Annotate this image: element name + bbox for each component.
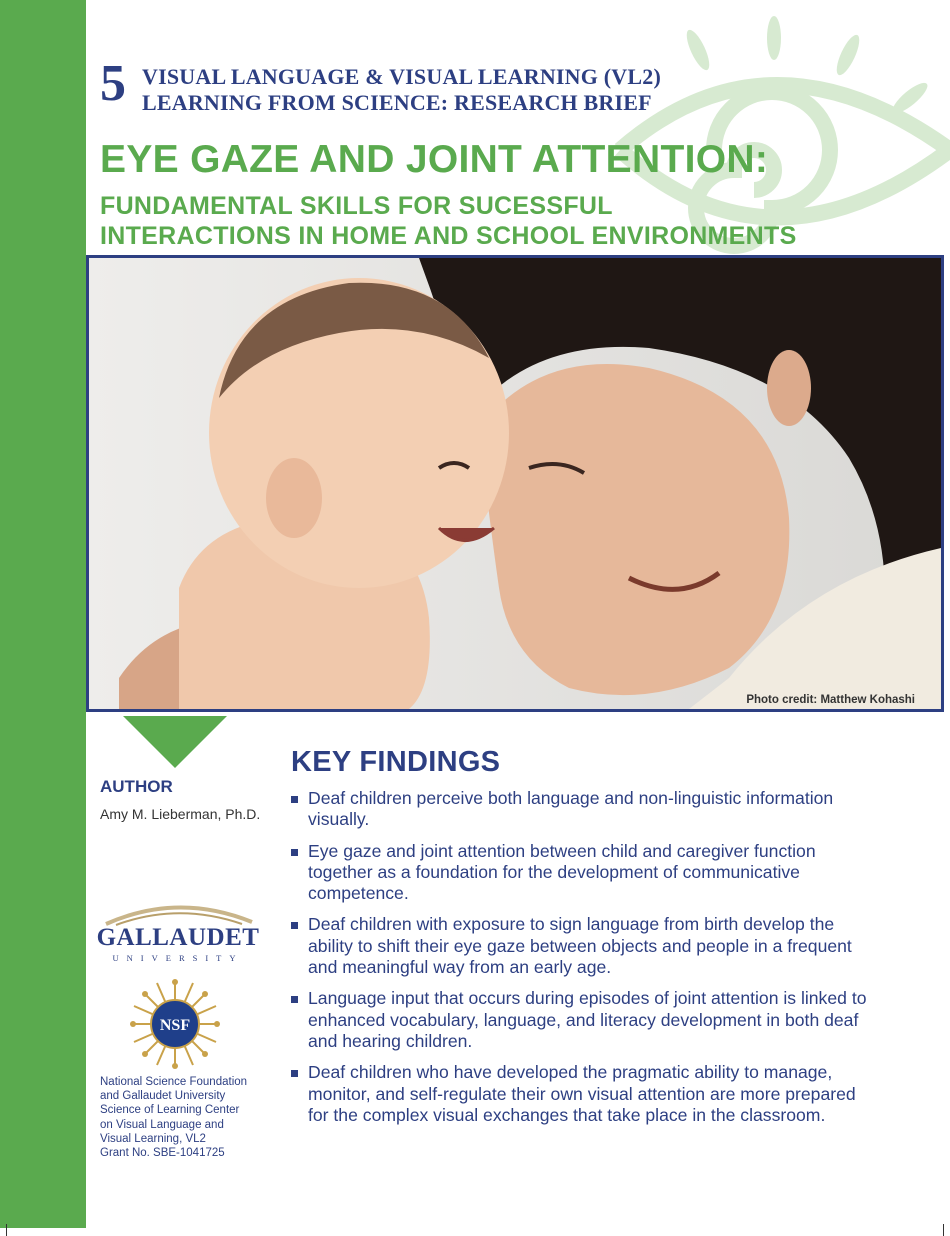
square-bullet-icon	[291, 1070, 298, 1077]
mother-baby-illustration	[89, 258, 941, 709]
funding-line: Science of Learning Center	[100, 1104, 240, 1117]
page-subtitle	[100, 191, 797, 251]
key-finding-item	[290, 988, 870, 1052]
gallaudet-subtitle: UNIVERSITY	[112, 953, 244, 963]
key-finding-item	[290, 1062, 870, 1126]
series-number: 5	[100, 55, 126, 112]
key-finding-text: Language input that occurs during episodes of joint attention is linked to enhanced vocabulary, language, and literacy development in both deaf and hearing children.	[308, 988, 867, 1051]
gallaudet-wordmark: GALLAUDET	[96, 924, 260, 951]
series-tagline: LEARNING FROM SCIENCE: RESEARCH BRIEF	[142, 90, 652, 115]
square-bullet-icon	[291, 849, 298, 856]
green-sidebar-bar	[0, 0, 86, 1228]
hero-photo	[86, 255, 944, 712]
crop-mark	[943, 1224, 944, 1236]
page-title: EYE GAZE AND JOINT ATTENTION:	[100, 138, 769, 181]
funding-line: on Visual Language and	[100, 1118, 224, 1131]
photo-credit: Photo credit: Matthew Kohashi	[746, 694, 915, 706]
key-finding-text: Deaf children who have developed the pragmatic ability to manage, monitor, and self-regulate their own visual attention are more prepared for the complex visual exchanges that take place in the classroom.	[308, 1062, 856, 1125]
key-finding-text: Eye gaze and joint attention between child and caregiver function together as a foundation for the development of communicative competence.	[308, 840, 816, 904]
square-bullet-icon	[291, 922, 298, 929]
square-bullet-icon	[291, 796, 298, 803]
key-findings-heading: KEY FINDINGS	[291, 746, 501, 778]
series-name: VISUAL LANGUAGE & VISUAL LEARNING (VL2)	[142, 64, 661, 89]
subtitle-line: FUNDAMENTAL SKILLS FOR SUCESSFUL	[100, 192, 613, 220]
subtitle-line: INTERACTIONS IN HOME AND SCHOOL ENVIRONMENTS	[100, 222, 797, 250]
funding-line: National Science Foundation	[100, 1076, 248, 1088]
key-finding-text: Deaf children perceive both language and non-linguistic information visually.	[308, 788, 834, 830]
key-finding-item	[290, 914, 870, 978]
pointer-triangle-icon	[123, 716, 227, 768]
key-finding-item	[290, 788, 870, 831]
funding-statement	[100, 1075, 280, 1160]
author-name: Amy M. Lieberman, Ph.D.	[100, 806, 261, 822]
nsf-logo-text: NSF	[159, 1017, 191, 1034]
funding-line: Grant No. SBE-1041725	[100, 1147, 225, 1160]
funding-line: Visual Learning, VL2	[100, 1132, 206, 1145]
gallaudet-university-logo	[96, 898, 260, 968]
nsf-logo-icon	[129, 978, 221, 1070]
square-bullet-icon	[291, 996, 298, 1003]
funding-line: and Gallaudet University	[100, 1090, 226, 1103]
key-findings-list	[290, 788, 870, 1136]
key-finding-text: Deaf children with exposure to sign language from birth develop the ability to shift their eye gaze between objects and people in a frequent and meaningful way from an early age.	[308, 914, 852, 978]
crop-mark	[6, 1224, 7, 1236]
author-heading: AUTHOR	[100, 777, 173, 796]
key-finding-item	[290, 841, 870, 905]
